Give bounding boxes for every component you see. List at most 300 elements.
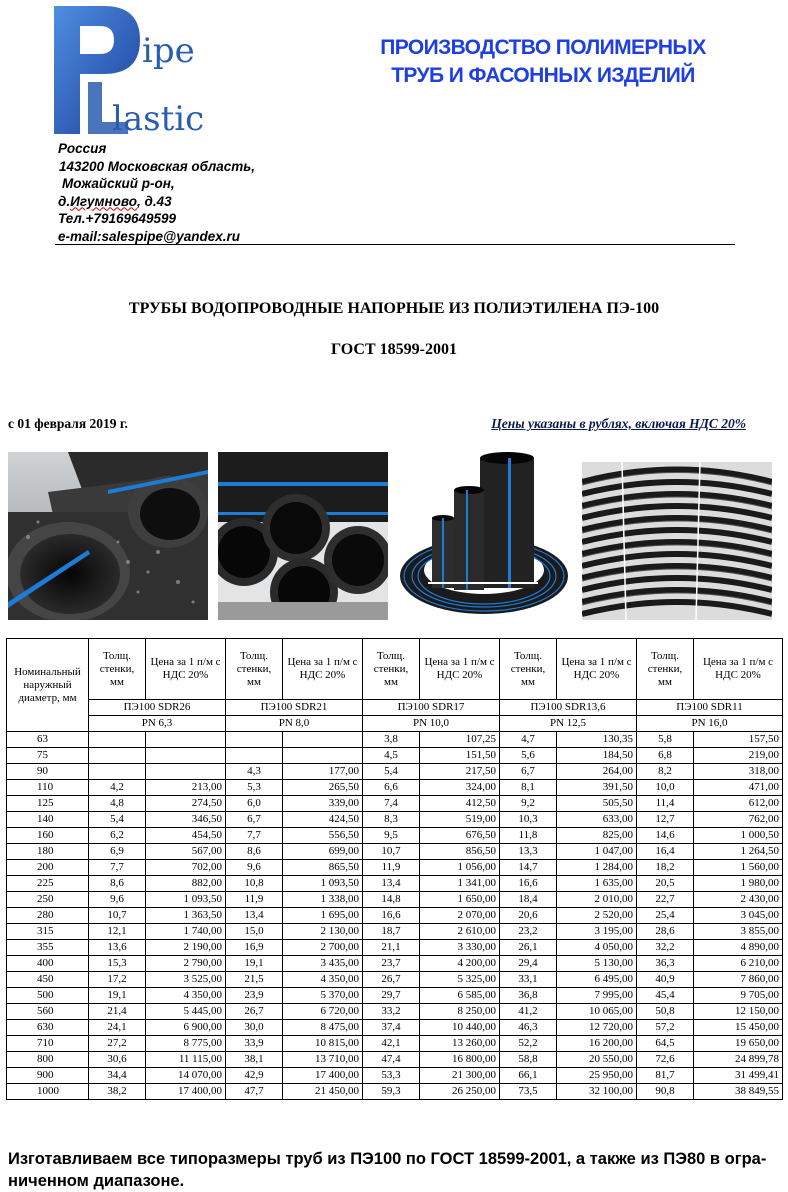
price-cell: 339,00 (283, 796, 363, 812)
price-cell: 13 260,00 (420, 1036, 500, 1052)
price-cell: 15 450,00 (694, 1020, 783, 1036)
price-cell: 1 093,50 (146, 892, 226, 908)
price-cell: 424,50 (283, 812, 363, 828)
pn-label: PN 12,5 (500, 716, 637, 732)
price-cell: 2 520,00 (557, 908, 637, 924)
thickness-cell: 33,2 (363, 1004, 420, 1020)
price-cell: 2 790,00 (146, 956, 226, 972)
price-cell: 3 195,00 (557, 924, 637, 940)
price-cell (283, 748, 363, 764)
price-cell: 702,00 (146, 860, 226, 876)
price-cell: 17 400,00 (283, 1068, 363, 1084)
thickness-cell: 72,6 (637, 1052, 694, 1068)
price-note: Цены указаны в рублях, включая НДС 20% (491, 416, 746, 431)
price-cell: 676,50 (420, 828, 500, 844)
thickness-cell: 29,7 (363, 988, 420, 1004)
price-cell: 10 065,00 (557, 1004, 637, 1020)
thickness-cell: 8,2 (637, 764, 694, 780)
thickness-cell: 42,9 (226, 1068, 283, 1084)
thickness-cell: 11,9 (363, 860, 420, 876)
price-cell: 219,00 (694, 748, 783, 764)
thickness-cell: 6,0 (226, 796, 283, 812)
table-row (7, 892, 783, 908)
diameter-cell: 160 (7, 828, 89, 844)
thickness-cell: 4,2 (89, 780, 146, 796)
thickness-cell: 6,6 (363, 780, 420, 796)
sdr-label: ПЭ100 SDR11 (637, 700, 783, 716)
price-cell: 17 400,00 (146, 1084, 226, 1100)
contact-district: Можайский р-он, (62, 176, 175, 191)
thickness-cell: 33,1 (500, 972, 557, 988)
pn-label: PN 8,0 (226, 716, 363, 732)
thickness-cell: 36,3 (637, 956, 694, 972)
price-cell: 213,00 (146, 780, 226, 796)
thickness-cell: 23,9 (226, 988, 283, 1004)
table-row (7, 764, 783, 780)
price-cell: 3 855,00 (694, 924, 783, 940)
price-cell: 2 610,00 (420, 924, 500, 940)
price-cell: 7 860,00 (694, 972, 783, 988)
thickness-cell: 10,3 (500, 812, 557, 828)
diameter-cell: 450 (7, 972, 89, 988)
contact-phone: Тел.+79169649599 (58, 211, 177, 226)
thickness-cell: 37,4 (363, 1020, 420, 1036)
price-cell: 1 000,50 (694, 828, 783, 844)
sdr-label: ПЭ100 SDR21 (226, 700, 363, 716)
price-cell: 1 560,00 (694, 860, 783, 876)
diameter-cell: 800 (7, 1052, 89, 1068)
price-cell: 5 445,00 (146, 1004, 226, 1020)
thickness-cell: 16,9 (226, 940, 283, 956)
price-cell: 10 815,00 (283, 1036, 363, 1052)
thickness-cell: 25,4 (637, 908, 694, 924)
pipe-coil-photo-3 (398, 452, 570, 620)
pn-row (7, 716, 783, 732)
thickness-cell: 14,8 (363, 892, 420, 908)
price-cell: 5 370,00 (283, 988, 363, 1004)
table-row (7, 908, 783, 924)
price-cell: 1 338,00 (283, 892, 363, 908)
thickness-cell: 10,7 (89, 908, 146, 924)
thickness-cell: 5,8 (637, 732, 694, 748)
thickness-cell: 4,3 (226, 764, 283, 780)
table-row (7, 1052, 783, 1068)
price-cell: 38 849,55 (694, 1084, 783, 1100)
thickness-cell: 6,8 (637, 748, 694, 764)
diameter-cell: 710 (7, 1036, 89, 1052)
contact-village-prefix: д. (58, 193, 71, 209)
price-cell: 865,50 (283, 860, 363, 876)
price-cell: 6 720,00 (283, 1004, 363, 1020)
thickness-cell: 45,4 (637, 988, 694, 1004)
thickness-cell: 32,2 (637, 940, 694, 956)
price-cell: 264,00 (557, 764, 637, 780)
price-cell: 882,00 (146, 876, 226, 892)
price-cell: 14 070,00 (146, 1068, 226, 1084)
thickness-cell: 58,8 (500, 1052, 557, 1068)
thickness-cell: 27,2 (89, 1036, 146, 1052)
thickness-header: Толщ. стенки, мм (226, 639, 283, 700)
thickness-cell: 10,8 (226, 876, 283, 892)
price-cell: 4 350,00 (283, 972, 363, 988)
thickness-cell: 38,2 (89, 1084, 146, 1100)
price-cell: 324,00 (420, 780, 500, 796)
thickness-cell: 16,6 (500, 876, 557, 892)
sdr-label: ПЭ100 SDR17 (363, 700, 500, 716)
thickness-cell: 16,6 (363, 908, 420, 924)
table-row (7, 956, 783, 972)
price-cell: 10 440,00 (420, 1020, 500, 1036)
thickness-cell: 6,7 (226, 812, 283, 828)
thickness-cell: 15,0 (226, 924, 283, 940)
thickness-cell: 20,5 (637, 876, 694, 892)
thickness-cell: 8,1 (500, 780, 557, 796)
price-cell: 1 363,50 (146, 908, 226, 924)
price-table (6, 638, 783, 1100)
table-row (7, 988, 783, 1004)
diameter-cell: 180 (7, 844, 89, 860)
thickness-cell: 53,3 (363, 1068, 420, 1084)
price-header: Цена за 1 п/м с НДС 20% (146, 639, 226, 700)
price-cell: 16 200,00 (557, 1036, 637, 1052)
price-cell: 12 720,00 (557, 1020, 637, 1036)
thickness-cell: 11,8 (500, 828, 557, 844)
contact-block (58, 140, 255, 245)
thickness-cell: 30,0 (226, 1020, 283, 1036)
price-cell: 32 100,00 (557, 1084, 637, 1100)
thickness-cell: 9,2 (500, 796, 557, 812)
thickness-cell: 30,6 (89, 1052, 146, 1068)
table-row (7, 940, 783, 956)
pn-label: PN 6,3 (89, 716, 226, 732)
price-cell: 20 550,00 (557, 1052, 637, 1068)
thickness-cell: 64,5 (637, 1036, 694, 1052)
price-cell: 471,00 (694, 780, 783, 796)
thickness-cell: 6,2 (89, 828, 146, 844)
thickness-cell: 28,6 (637, 924, 694, 940)
price-cell: 8 250,00 (420, 1004, 500, 1020)
document-title: ТРУБЫ ВОДОПРОВОДНЫЕ НАПОРНЫЕ ИЗ ПОЛИЭТИЛЕНА ПЭ-100 (128, 300, 660, 317)
thickness-cell: 57,2 (637, 1020, 694, 1036)
thickness-cell: 18,7 (363, 924, 420, 940)
table-row (7, 972, 783, 988)
thickness-cell: 11,4 (637, 796, 694, 812)
thickness-cell: 52,2 (500, 1036, 557, 1052)
price-cell: 13 710,00 (283, 1052, 363, 1068)
price-cell: 16 800,00 (420, 1052, 500, 1068)
thickness-cell: 5,6 (500, 748, 557, 764)
thickness-cell: 18,4 (500, 892, 557, 908)
price-cell: 4 200,00 (420, 956, 500, 972)
thickness-header: Толщ. стенки, мм (637, 639, 694, 700)
table-row (7, 796, 783, 812)
thickness-cell: 9,6 (226, 860, 283, 876)
document-standard: ГОСТ 18599-2001 (331, 341, 457, 358)
footer-line-2: ниченном диапазоне. (8, 1172, 185, 1190)
price-cell (146, 748, 226, 764)
price-cell: 1 740,00 (146, 924, 226, 940)
price-cell: 1 980,00 (694, 876, 783, 892)
thickness-cell: 8,6 (226, 844, 283, 860)
price-cell: 3 435,00 (283, 956, 363, 972)
thickness-cell: 10,0 (637, 780, 694, 796)
table-row (7, 812, 783, 828)
price-cell: 556,50 (283, 828, 363, 844)
thickness-cell: 26,7 (363, 972, 420, 988)
contact-village (58, 193, 255, 211)
contact-village-suffix: , д.43 (136, 193, 172, 209)
price-cell: 1 650,00 (420, 892, 500, 908)
price-cell: 217,50 (420, 764, 500, 780)
price-cell: 11 115,00 (146, 1052, 226, 1068)
thickness-cell: 5,4 (363, 764, 420, 780)
price-cell: 454,50 (146, 828, 226, 844)
thickness-cell: 13,6 (89, 940, 146, 956)
thickness-cell: 6,7 (500, 764, 557, 780)
price-cell: 699,00 (283, 844, 363, 860)
price-cell: 825,00 (557, 828, 637, 844)
thickness-cell: 14,6 (637, 828, 694, 844)
logo-word-lastic: lastic (112, 99, 205, 139)
price-cell: 4 890,00 (694, 940, 783, 956)
effective-date: с 01 февраля 2019 г. (8, 416, 128, 431)
thickness-cell: 36,8 (500, 988, 557, 1004)
price-header: Цена за 1 п/м с НДС 20% (420, 639, 500, 700)
thickness-header: Толщ. стенки, мм (363, 639, 420, 700)
thickness-cell: 18,2 (637, 860, 694, 876)
footer-note (8, 1148, 778, 1192)
thickness-cell: 7,7 (226, 828, 283, 844)
thickness-cell: 13,3 (500, 844, 557, 860)
price-cell (283, 732, 363, 748)
diameter-cell: 75 (7, 748, 89, 764)
pn-label: PN 10,0 (363, 716, 500, 732)
thickness-cell: 38,1 (226, 1052, 283, 1068)
thickness-cell: 33,9 (226, 1036, 283, 1052)
thickness-cell: 73,5 (500, 1084, 557, 1100)
diameter-cell: 900 (7, 1068, 89, 1084)
price-cell: 177,00 (283, 764, 363, 780)
diameter-cell: 140 (7, 812, 89, 828)
diameter-cell: 280 (7, 908, 89, 924)
price-cell: 21 300,00 (420, 1068, 500, 1084)
thickness-cell (226, 732, 283, 748)
thickness-header: Толщ. стенки, мм (89, 639, 146, 700)
price-cell: 1 695,00 (283, 908, 363, 924)
thickness-cell: 81,7 (637, 1068, 694, 1084)
price-cell: 2 070,00 (420, 908, 500, 924)
thickness-cell: 90,8 (637, 1084, 694, 1100)
thickness-cell: 21,4 (89, 1004, 146, 1020)
price-cell: 31 499,41 (694, 1068, 783, 1084)
pn-label: PN 16,0 (637, 716, 783, 732)
contact-email[interactable]: e-mail:salespipe@yandex.ru (58, 228, 240, 244)
thickness-cell: 13,4 (226, 908, 283, 924)
table-row (7, 732, 783, 748)
diameter-cell: 315 (7, 924, 89, 940)
price-cell: 157,50 (694, 732, 783, 748)
thickness-cell: 19,1 (226, 956, 283, 972)
price-cell: 505,50 (557, 796, 637, 812)
price-header: Цена за 1 п/м с НДС 20% (283, 639, 363, 700)
price-cell: 612,00 (694, 796, 783, 812)
thickness-cell: 10,7 (363, 844, 420, 860)
sdr-row (7, 700, 783, 716)
sdr-label: ПЭ100 SDR26 (89, 700, 226, 716)
thickness-cell: 5,3 (226, 780, 283, 796)
diameter-cell: 250 (7, 892, 89, 908)
price-cell (146, 732, 226, 748)
price-cell: 21 450,00 (283, 1084, 363, 1100)
thickness-cell: 4,7 (500, 732, 557, 748)
table-row (7, 1020, 783, 1036)
price-cell: 5 325,00 (420, 972, 500, 988)
pipes-photo-1 (8, 452, 208, 620)
price-cell: 1 635,00 (557, 876, 637, 892)
price-cell: 2 010,00 (557, 892, 637, 908)
price-cell: 7 995,00 (557, 988, 637, 1004)
price-cell: 24 899,78 (694, 1052, 783, 1068)
price-cell: 1 284,00 (557, 860, 637, 876)
price-cell: 2 430,00 (694, 892, 783, 908)
price-cell: 130,35 (557, 732, 637, 748)
thickness-cell: 23,2 (500, 924, 557, 940)
price-cell: 265,50 (283, 780, 363, 796)
price-cell: 19 650,00 (694, 1036, 783, 1052)
price-cell: 9 705,00 (694, 988, 783, 1004)
thickness-cell: 16,4 (637, 844, 694, 860)
thickness-cell: 40,9 (637, 972, 694, 988)
heading-line-1: ПРОИЗВОДСТВО ПОЛИМЕРНЫХ (380, 36, 706, 59)
price-cell: 25 950,00 (557, 1068, 637, 1084)
thickness-cell: 6,9 (89, 844, 146, 860)
diameter-cell: 1000 (7, 1084, 89, 1100)
table-row (7, 828, 783, 844)
table-row (7, 844, 783, 860)
company-heading (300, 34, 786, 90)
thickness-cell: 21,5 (226, 972, 283, 988)
pipe-coils-photo-4 (582, 462, 772, 620)
contact-country: Россия (58, 141, 107, 156)
sdr-label: ПЭ100 SDR13,6 (500, 700, 637, 716)
diameter-cell: 63 (7, 732, 89, 748)
price-header: Цена за 1 п/м с НДС 20% (557, 639, 637, 700)
price-cell: 1 264,50 (694, 844, 783, 860)
table-row (7, 1068, 783, 1084)
diameter-cell: 90 (7, 764, 89, 780)
price-cell: 5 130,00 (557, 956, 637, 972)
thickness-cell (89, 748, 146, 764)
price-cell: 12 150,00 (694, 1004, 783, 1020)
price-cell: 26 250,00 (420, 1084, 500, 1100)
table-row (7, 1084, 783, 1100)
thickness-cell: 15,3 (89, 956, 146, 972)
table-row (7, 748, 783, 764)
price-cell: 8 775,00 (146, 1036, 226, 1052)
diameter-cell: 560 (7, 1004, 89, 1020)
thickness-cell: 19,1 (89, 988, 146, 1004)
price-cell: 2 700,00 (283, 940, 363, 956)
logo-word-ipe: ipe (142, 31, 195, 71)
price-cell: 8 475,00 (283, 1020, 363, 1036)
diameter-cell: 500 (7, 988, 89, 1004)
price-cell: 1 093,50 (283, 876, 363, 892)
thickness-cell: 24,1 (89, 1020, 146, 1036)
thickness-cell: 20,6 (500, 908, 557, 924)
thickness-cell: 14,7 (500, 860, 557, 876)
thickness-cell: 46,3 (500, 1020, 557, 1036)
thickness-cell: 66,1 (500, 1068, 557, 1084)
price-cell: 762,00 (694, 812, 783, 828)
thickness-cell: 41,2 (500, 1004, 557, 1020)
price-cell: 1 341,00 (420, 876, 500, 892)
price-cell (146, 764, 226, 780)
thickness-cell: 47,7 (226, 1084, 283, 1100)
thickness-cell: 7,4 (363, 796, 420, 812)
thickness-cell: 50,8 (637, 1004, 694, 1020)
contact-region: 143200 Московская область, (59, 158, 256, 174)
table-row (7, 1004, 783, 1020)
price-cell: 856,50 (420, 844, 500, 860)
table-row (7, 924, 783, 940)
price-cell: 6 495,00 (557, 972, 637, 988)
price-cell: 567,00 (146, 844, 226, 860)
thickness-cell: 26,1 (500, 940, 557, 956)
price-cell: 6 900,00 (146, 1020, 226, 1036)
pipe-plastic-logo (40, 2, 210, 142)
price-cell: 3 525,00 (146, 972, 226, 988)
price-cell: 1 047,00 (557, 844, 637, 860)
thickness-cell: 21,1 (363, 940, 420, 956)
price-cell: 274,50 (146, 796, 226, 812)
thickness-cell: 42,1 (363, 1036, 420, 1052)
thickness-cell: 5,4 (89, 812, 146, 828)
price-cell: 519,00 (420, 812, 500, 828)
thickness-cell: 59,3 (363, 1084, 420, 1100)
thickness-cell: 13,4 (363, 876, 420, 892)
header-row (7, 639, 783, 700)
thickness-cell: 3,8 (363, 732, 420, 748)
diameter-cell: 110 (7, 780, 89, 796)
diameter-cell: 630 (7, 1020, 89, 1036)
price-cell: 107,25 (420, 732, 500, 748)
thickness-cell: 8,3 (363, 812, 420, 828)
thickness-cell: 26,7 (226, 1004, 283, 1020)
thickness-cell: 4,8 (89, 796, 146, 812)
thickness-cell: 9,5 (363, 828, 420, 844)
diameter-cell: 200 (7, 860, 89, 876)
thickness-cell: 4,5 (363, 748, 420, 764)
diameter-header: Номинальный наружный диаметр, мм (7, 639, 89, 732)
price-cell: 184,50 (557, 748, 637, 764)
diameter-cell: 225 (7, 876, 89, 892)
thickness-cell: 12,1 (89, 924, 146, 940)
footer-line-1: Изготавливаем все типоразмеры труб из ПЭ100 по ГОСТ 18599-2001, а также из ПЭ80 в огра- (8, 1150, 767, 1168)
price-header: Цена за 1 п/м с НДС 20% (694, 639, 783, 700)
price-cell: 2 190,00 (146, 940, 226, 956)
thickness-cell: 8,6 (89, 876, 146, 892)
table-row (7, 860, 783, 876)
price-cell: 4 050,00 (557, 940, 637, 956)
thickness-cell: 29,4 (500, 956, 557, 972)
thickness-cell: 47,4 (363, 1052, 420, 1068)
price-cell: 391,50 (557, 780, 637, 796)
price-cell: 412,50 (420, 796, 500, 812)
table-row (7, 1036, 783, 1052)
price-cell: 1 056,00 (420, 860, 500, 876)
thickness-cell: 22,7 (637, 892, 694, 908)
table-row (7, 876, 783, 892)
